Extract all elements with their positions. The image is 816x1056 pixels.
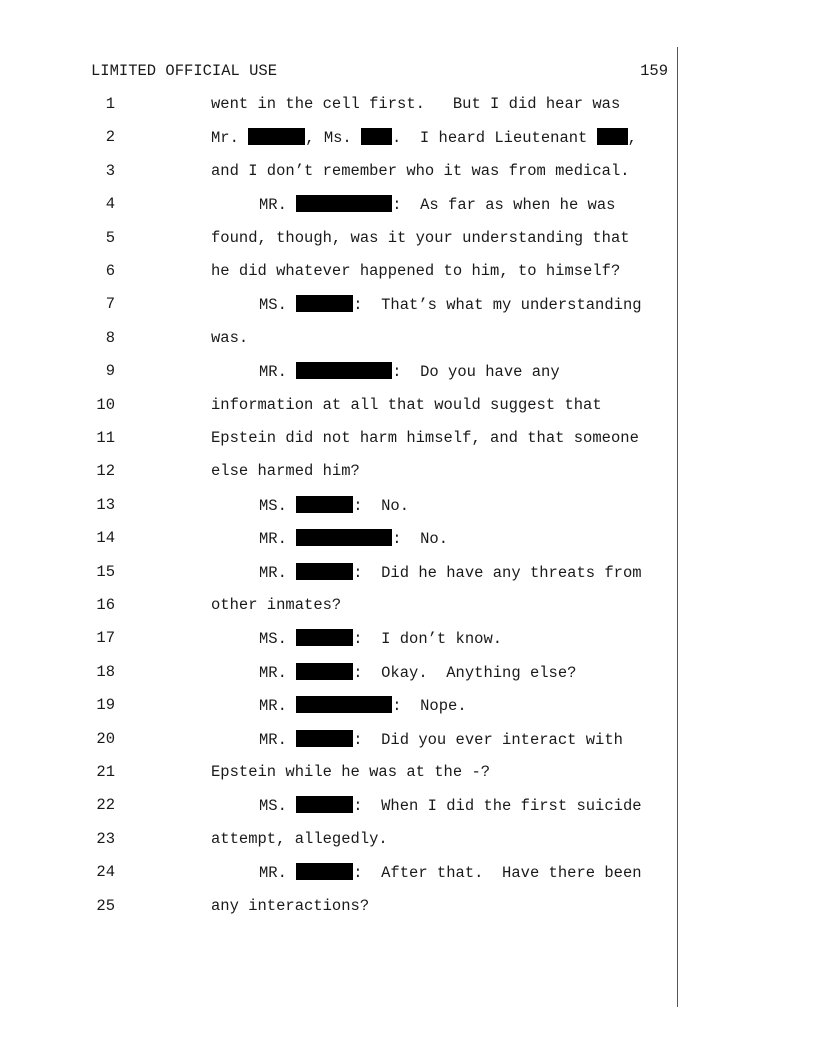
line-number: 17	[96, 629, 115, 648]
line-number: 11	[96, 429, 115, 447]
text-segment: other inmates?	[211, 596, 342, 614]
transcript-line	[0, 596, 816, 616]
text-segment: MR.	[259, 196, 297, 215]
line-text	[211, 162, 630, 180]
transcript-line	[0, 897, 816, 917]
line-text	[211, 462, 360, 480]
line-text	[211, 95, 620, 113]
transcript-line	[0, 262, 816, 282]
text-segment: ,	[627, 129, 637, 148]
redaction-box	[296, 730, 353, 747]
line-text	[259, 663, 576, 682]
line-number: 16	[96, 596, 115, 614]
line-number: 21	[96, 763, 115, 781]
redaction-box	[296, 295, 353, 312]
redaction-box	[296, 563, 353, 580]
line-text	[259, 730, 623, 749]
line-number: 14	[96, 529, 115, 548]
text-segment: information at all that would suggest that	[211, 395, 602, 414]
line-number: 5	[105, 228, 115, 247]
text-segment: : After that. Have there been	[353, 864, 642, 883]
text-segment: . I heard Lieutenant	[392, 129, 597, 148]
transcript-line	[0, 629, 816, 649]
line-text	[211, 262, 620, 280]
transcript-line	[0, 329, 816, 349]
text-segment: MR.	[259, 530, 297, 549]
redaction-box	[248, 128, 305, 145]
redaction-box	[296, 195, 392, 212]
text-segment: : Did you ever interact with	[353, 730, 623, 749]
line-number: 2	[105, 128, 115, 147]
text-segment: went in the cell first. But I did hear was	[211, 95, 621, 113]
text-segment: : No.	[353, 496, 410, 515]
transcript-line	[0, 162, 816, 182]
line-text	[211, 229, 630, 247]
text-segment: : I don’t know.	[353, 630, 503, 649]
text-segment: MR.	[259, 563, 297, 582]
line-number: 19	[96, 696, 115, 715]
line-number: 24	[96, 863, 115, 882]
text-segment: MR.	[259, 697, 297, 716]
text-segment: any interactions?	[211, 896, 370, 915]
line-text	[211, 329, 248, 347]
line-number: 20	[96, 729, 115, 748]
redaction-box	[361, 128, 392, 145]
line-text	[259, 195, 615, 214]
line-text	[211, 830, 388, 848]
redaction-box	[296, 796, 353, 813]
transcript-line	[0, 229, 816, 249]
transcript-line	[0, 663, 816, 683]
line-text	[211, 897, 369, 915]
line-number: 7	[105, 295, 115, 314]
text-segment: : As far as when he was	[392, 196, 616, 215]
line-number: 10	[96, 395, 115, 414]
text-segment: and I don’t remember who it was from medical.	[211, 161, 630, 180]
text-segment: MS.	[259, 296, 297, 315]
transcript-line	[0, 529, 816, 549]
line-number: 4	[105, 195, 115, 214]
line-text	[259, 563, 642, 582]
text-segment: : That’s what my understanding	[353, 296, 642, 315]
text-segment: Mr.	[211, 129, 249, 148]
line-number: 1	[105, 95, 115, 113]
text-segment: else harmed him?	[211, 462, 360, 481]
redaction-box	[296, 629, 353, 646]
line-text	[259, 863, 642, 882]
line-number: 25	[96, 896, 115, 915]
transcript-line	[0, 730, 816, 750]
transcript-line	[0, 195, 816, 215]
transcript-line	[0, 295, 816, 315]
line-text	[211, 396, 602, 414]
text-segment: : No.	[392, 530, 449, 549]
text-segment: MS.	[259, 797, 297, 816]
text-segment: MR.	[259, 864, 297, 883]
redaction-box	[296, 663, 353, 680]
text-segment: Epstein did not harm himself, and that someone	[211, 429, 639, 447]
line-number: 22	[96, 796, 115, 815]
line-number: 12	[96, 462, 115, 481]
line-text	[259, 496, 409, 515]
page-number: 159	[640, 62, 668, 80]
line-text	[259, 295, 642, 314]
line-text	[259, 629, 502, 648]
transcript-line	[0, 462, 816, 482]
text-segment: : Okay. Anything else?	[353, 663, 577, 682]
line-number: 23	[96, 829, 115, 848]
transcript-line	[0, 563, 816, 583]
line-number: 8	[105, 328, 115, 347]
redaction-box	[296, 362, 392, 379]
line-text	[211, 128, 637, 147]
transcript-line	[0, 396, 816, 416]
line-text	[259, 362, 560, 381]
line-text	[211, 763, 490, 781]
text-segment: : When I did the first suicide	[353, 797, 642, 816]
line-text	[211, 596, 341, 614]
transcript-line	[0, 796, 816, 816]
transcript-line	[0, 362, 816, 382]
text-segment: : Do you have any	[392, 363, 560, 382]
text-segment: found, though, was it your understanding that	[211, 228, 630, 247]
line-number: 6	[105, 262, 115, 280]
line-text	[259, 529, 448, 548]
text-segment: Epstein while he was at the -?	[211, 763, 491, 781]
transcript-line	[0, 429, 816, 449]
line-number: 18	[96, 662, 115, 681]
transcript-line	[0, 863, 816, 883]
text-segment: , Ms.	[305, 129, 362, 148]
text-segment: MS.	[259, 496, 297, 515]
redaction-box	[296, 529, 392, 546]
transcript-line	[0, 95, 816, 115]
transcript-line	[0, 128, 816, 148]
line-text	[259, 696, 467, 715]
redaction-box	[296, 863, 353, 880]
line-number: 13	[96, 495, 115, 514]
line-text	[211, 429, 639, 447]
line-number: 3	[105, 161, 115, 180]
redaction-box	[296, 696, 392, 713]
redaction-box	[597, 128, 628, 145]
transcript-line	[0, 696, 816, 716]
redaction-box	[296, 496, 353, 513]
text-segment: : Did he have any threats from	[353, 563, 642, 582]
text-segment: attempt, allegedly.	[211, 829, 388, 848]
text-segment: MS.	[259, 630, 297, 649]
text-segment: MR.	[259, 363, 297, 382]
line-number: 9	[105, 362, 115, 381]
transcript-line	[0, 496, 816, 516]
line-number: 15	[96, 562, 115, 581]
transcript-line	[0, 830, 816, 850]
transcript-line	[0, 763, 816, 783]
text-segment: : Nope.	[392, 697, 467, 716]
text-segment: MR.	[259, 663, 297, 682]
classification-header: LIMITED OFFICIAL USE	[91, 62, 278, 80]
text-segment: was.	[211, 328, 249, 347]
line-text	[259, 796, 642, 815]
text-segment: MR.	[259, 730, 297, 749]
text-segment: he did whatever happened to him, to himself?	[211, 262, 621, 280]
